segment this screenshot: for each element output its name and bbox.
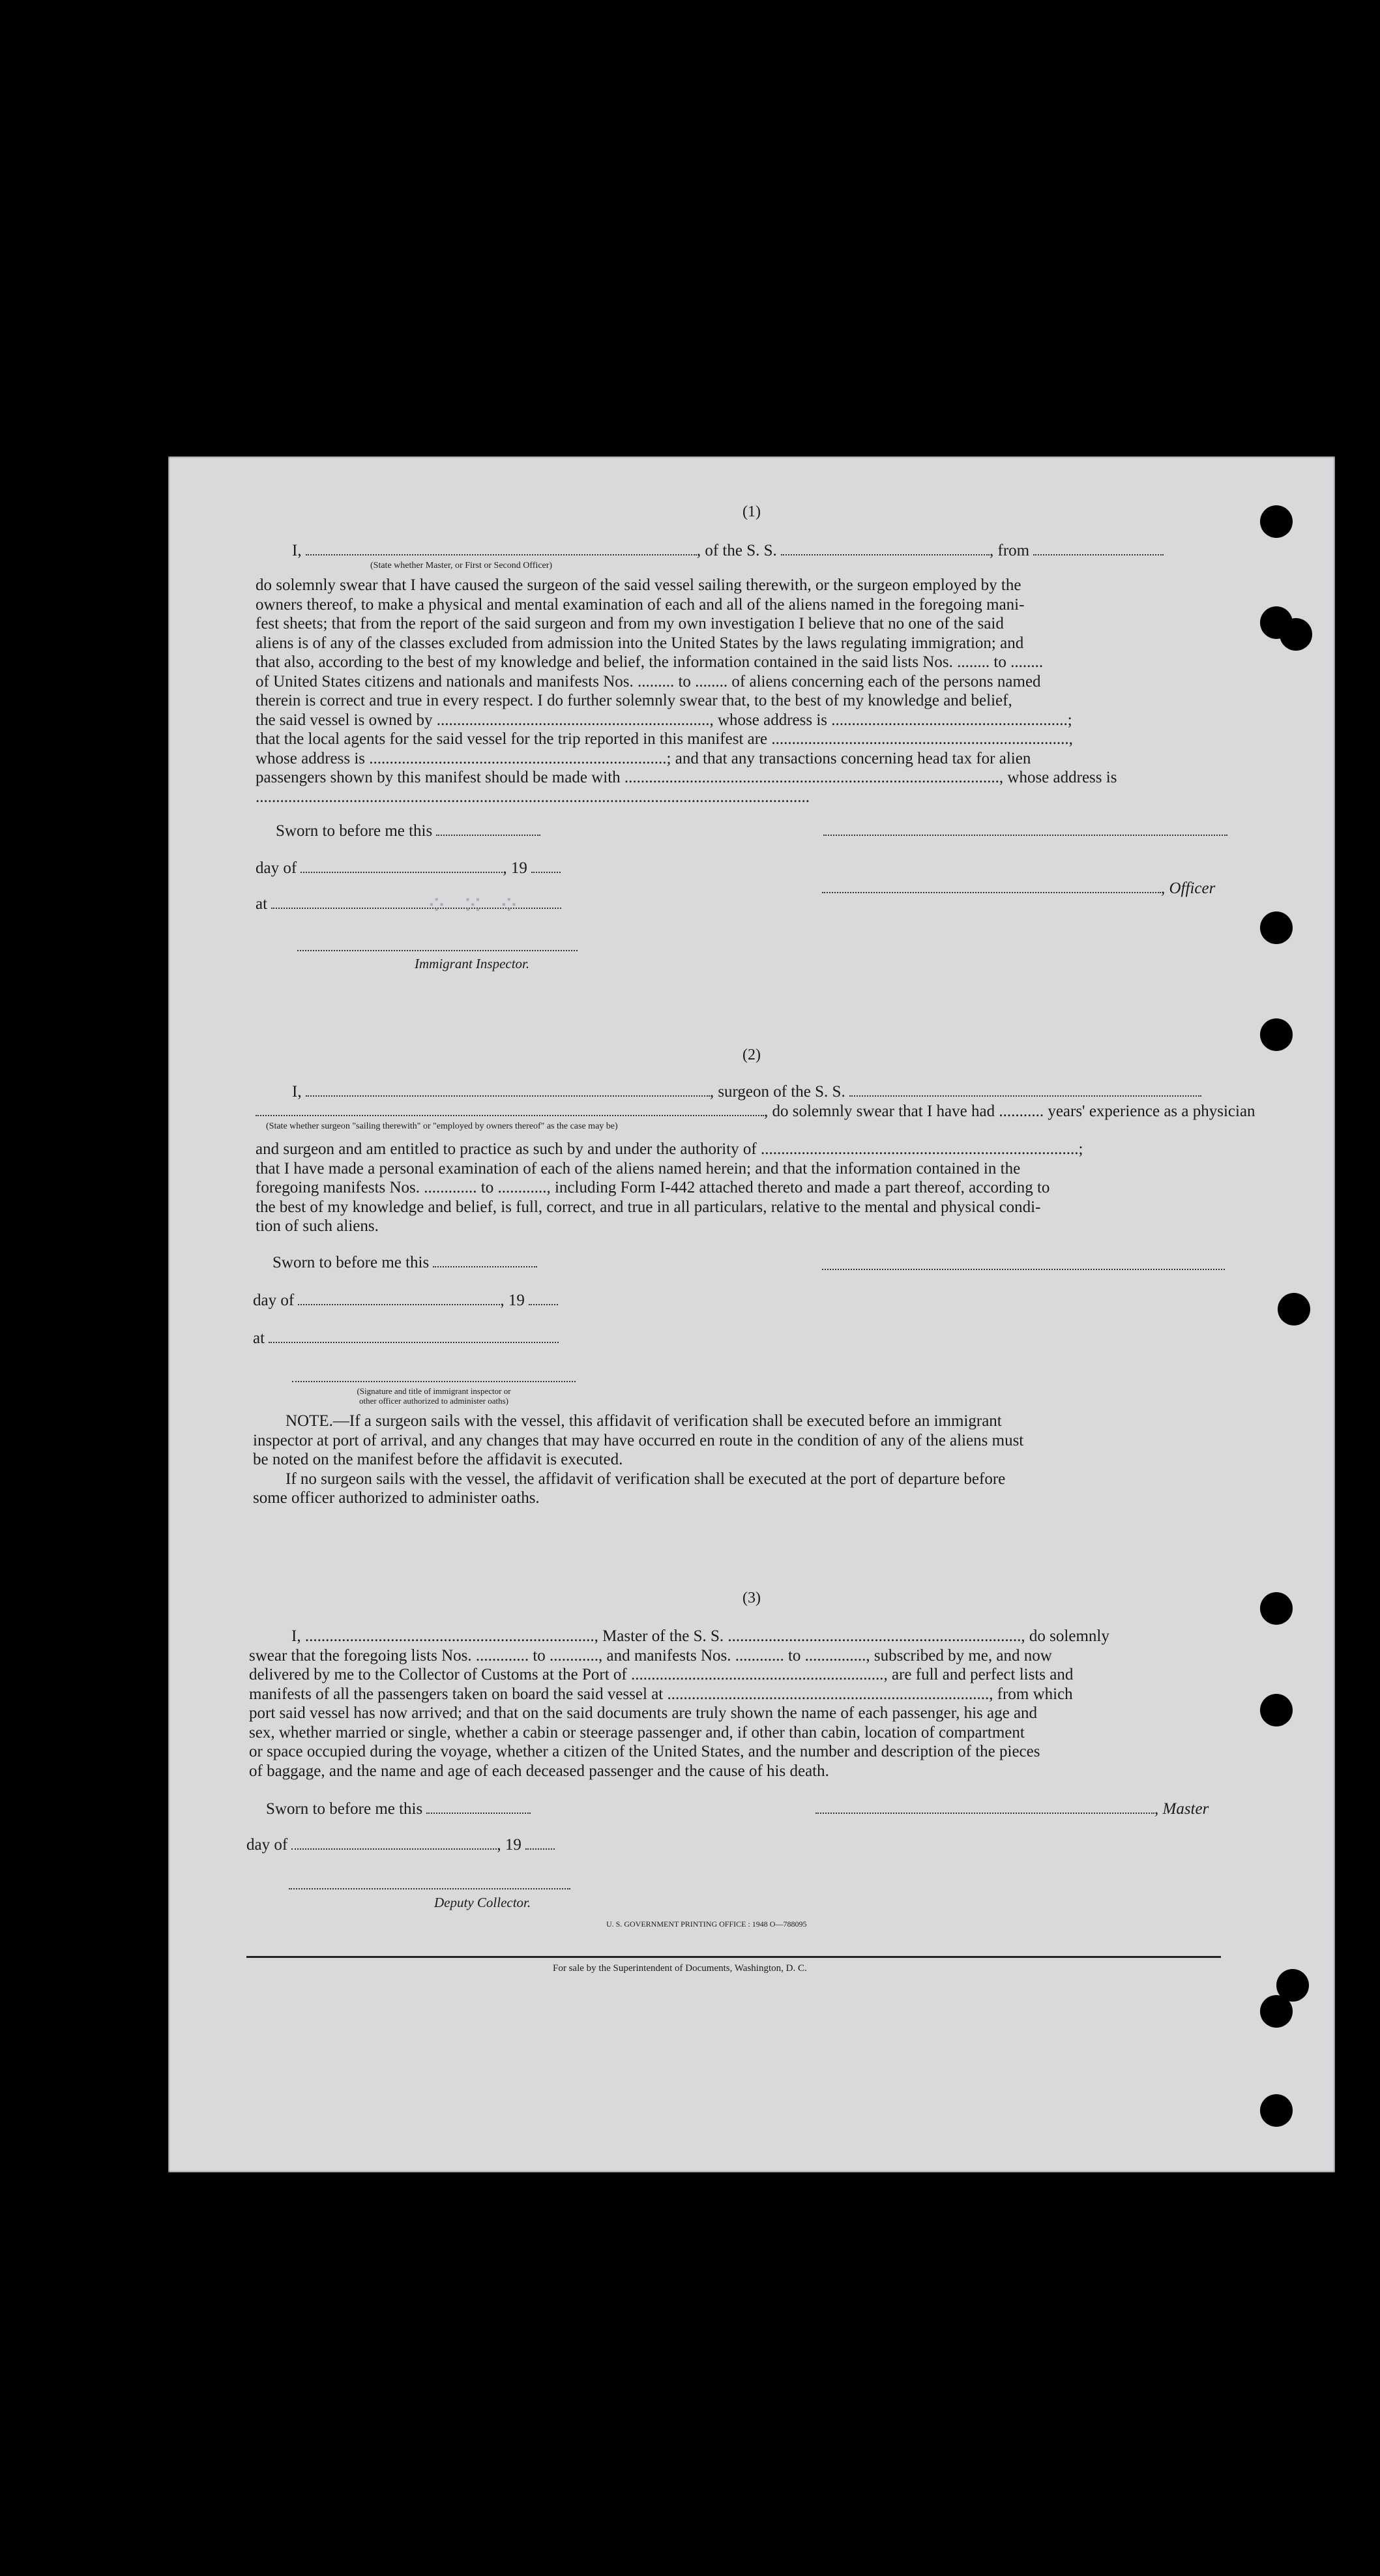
body-line: I, ......................................................................., Master of the S. S. ........................................................................, do solemnly <box>291 1627 1109 1645</box>
body-line: therein is correct and true in every respect. I do further solemnly swear that, to the best of my knowledge and belief, <box>256 692 1012 709</box>
note-line: If no surgeon sails with the vessel, the affidavit of verification shall be executed at the port of departure before <box>286 1470 1006 1488</box>
surgeon-ship-field[interactable] <box>849 1082 1201 1097</box>
day-of-field[interactable] <box>301 859 503 873</box>
body-line: sex, whether married or single, whether a cabin or steerage passenger and, if other than cabin, location of compartment <box>249 1723 1025 1741</box>
note-line: inspector at port of arrival, and any changes that may have occurred en route in the condition of any of the aliens must <box>253 1431 1024 1449</box>
sworn-line <box>266 1799 531 1819</box>
signature-note-line: (Signature and title of immigrant inspector or <box>357 1386 511 1396</box>
sworn-date-field[interactable] <box>426 1799 531 1814</box>
inspector-label: Immigrant Inspector. <box>415 956 530 971</box>
body-line: tion of such aliens. <box>256 1217 379 1235</box>
day-of-line <box>253 1291 558 1310</box>
printing-office-imprint: U. S. GOVERNMENT PRINTING OFFICE : 1948 O—788095 <box>606 1919 807 1929</box>
body-line: manifests of all the passengers taken on board the said vessel at ..............................................................................., from which <box>249 1685 1073 1703</box>
section-3-body <box>249 1627 1220 1781</box>
at-line <box>253 1329 559 1348</box>
day-of-label: day of <box>246 1836 288 1854</box>
from-label: , from <box>990 542 1030 559</box>
day-of-line <box>246 1835 555 1855</box>
year-field[interactable] <box>531 859 561 873</box>
section-2-body <box>256 1140 1227 1236</box>
for-sale-imprint: For sale by the Superintendent of Documents, Washington, D. C. <box>553 1963 807 1974</box>
body-line: that also, according to the best of my knowledge and belief, the information contained in the said lists Nos. ........ to ........ <box>256 653 1044 671</box>
body-line: delivered by me to the Collector of Customs at the Port of .............................................................., are full and perfect lists and <box>249 1666 1074 1683</box>
sworn-label: Sworn to before me this <box>266 1800 423 1818</box>
officer-signature-line[interactable] <box>823 835 1227 836</box>
faded-stamp: ⁘ ⁙ ⁘ <box>426 891 524 920</box>
officer-label: , Officer <box>1161 880 1216 897</box>
section-1-line-1 <box>292 541 1164 561</box>
year-label: , 19 <box>503 859 527 877</box>
body-line: owners thereof, to make a physical and mental examination of each and all of the aliens named in the foregoing mani- <box>256 595 1025 614</box>
section-2-number: (2) <box>742 1046 761 1063</box>
day-of-field[interactable] <box>291 1835 497 1850</box>
year-field[interactable] <box>525 1835 555 1850</box>
master-line <box>815 1799 1209 1819</box>
inspector-signature-line[interactable] <box>297 950 578 951</box>
punch-hole <box>1278 1293 1310 1325</box>
note-paragraph <box>253 1412 1224 1508</box>
deputy-signature-line[interactable] <box>289 1888 570 1889</box>
body-line: port said vessel has now arrived; and that on the said documents are truly shown the name of each passenger, his age and <box>249 1704 1038 1722</box>
surgeon-of-label: , surgeon of the S. S. <box>709 1083 845 1101</box>
surgeon-name-field[interactable] <box>306 1082 710 1097</box>
body-line: foregoing manifests Nos. ............. to ............, including Form I-442 attached thereto and made a part thereof, according to <box>256 1179 1050 1196</box>
body-line: that the local agents for the said vessel for the trip reported in this manifest are ........................................................................., <box>256 730 1073 748</box>
body-line: or space occupied during the voyage, whether a citizen of the United States, and the number and description of the pieces <box>249 1743 1040 1760</box>
officer-title-field[interactable] <box>822 879 1161 893</box>
signature-note <box>292 1386 576 1406</box>
sworn-line <box>276 822 540 841</box>
sworn-date-field[interactable] <box>436 822 540 836</box>
year-label: , 19 <box>497 1836 521 1854</box>
note-line: some officer authorized to administer oaths. <box>253 1489 540 1507</box>
at-label: at <box>256 895 268 913</box>
section-1-number: (1) <box>742 503 761 520</box>
body-line: whose address is .........................................................................; and that any transactions concerning head tax for alien <box>256 749 1031 767</box>
body-line: and surgeon and am entitled to practice as such by and under the authority of ..............................................................................; <box>256 1140 1083 1158</box>
officer-line <box>822 879 1215 898</box>
body-line: the said vessel is owned by ..................................................................., whose address is ..........................................................; <box>256 711 1072 729</box>
surgeon-signature-line[interactable] <box>822 1269 1225 1270</box>
day-of-label: day of <box>253 1292 295 1309</box>
sworn-label: Sworn to before me this <box>276 822 433 840</box>
body-line: the best of my knowledge and belief, is full, correct, and true in all particulars, relative to the mental and physical condi- <box>256 1198 1041 1216</box>
punch-hole <box>1260 1995 1293 2028</box>
of-ss-label: , of the S. S. <box>696 542 777 559</box>
body-line: fest sheets; that from the report of the said surgeon and from my own investigation I believe that no one of the said <box>256 615 1004 632</box>
section-1-body <box>256 576 1227 807</box>
officer-rank-note: (State whether Master, or First or Second Officer) <box>370 561 553 570</box>
body-line: ........................................................................................................................................ <box>256 788 810 806</box>
sworn-line <box>272 1253 537 1273</box>
from-port-field[interactable] <box>1033 541 1164 555</box>
punch-hole <box>1280 618 1312 651</box>
punch-hole <box>1260 2094 1293 2127</box>
inspector-signature-line[interactable] <box>292 1381 576 1382</box>
day-of-field[interactable] <box>298 1291 500 1305</box>
footer-rule <box>246 1956 1221 1958</box>
document-page <box>168 456 1335 2172</box>
punch-hole <box>1260 1694 1293 1726</box>
signature-note-line: other officer authorized to administer oaths) <box>359 1396 508 1406</box>
i-label: I, <box>292 542 302 559</box>
sworn-label: Sworn to before me this <box>272 1254 430 1271</box>
section-2-line-2 <box>256 1102 1255 1121</box>
day-of-line <box>256 859 561 878</box>
officer-name-field[interactable] <box>306 541 697 555</box>
punch-hole <box>1260 911 1293 944</box>
body-line: swear that the foregoing lists Nos. ............. to ............, and manifests Nos. ............ to ..............., subscribed by me, and now <box>249 1646 1052 1665</box>
deputy-label: Deputy Collector. <box>434 1895 531 1910</box>
year-field[interactable] <box>529 1291 558 1305</box>
master-signature-field[interactable] <box>815 1799 1154 1814</box>
master-label: , Master <box>1154 1800 1209 1818</box>
body-line: of baggage, and the name and age of each deceased passenger and the cause of his death. <box>249 1762 829 1780</box>
body-line: that I have made a personal examination of each of the aliens named herein; and that the information contained in the <box>256 1159 1021 1177</box>
section-3-number: (3) <box>742 1590 761 1606</box>
note-line: be noted on the manifest before the affidavit is executed. <box>253 1451 623 1468</box>
year-label: , 19 <box>500 1292 525 1309</box>
body-line: aliens is of any of the classes excluded from admission into the United States by the laws regulating immigration; and <box>256 634 1024 652</box>
body-line: of United States citizens and nationals and manifests Nos. ......... to ........ of aliens concerning each of the persons named <box>256 672 1041 690</box>
at-field[interactable] <box>269 1329 559 1343</box>
surgeon-status-field[interactable] <box>256 1102 764 1116</box>
years-experience-text: , do solemnly swear that I have had ........... years' experience as a physician <box>764 1103 1255 1120</box>
ship-name-field[interactable] <box>781 541 990 555</box>
day-of-label: day of <box>256 859 297 877</box>
at-label: at <box>253 1329 265 1347</box>
note-line: NOTE.—If a surgeon sails with the vessel, this affidavit of verification shall be executed before an immigrant <box>286 1412 1002 1430</box>
section-2-line-1 <box>292 1082 1201 1102</box>
body-line: do solemnly swear that I have caused the surgeon of the said vessel sailing therewith, or the surgeon employed by the <box>256 576 1021 594</box>
body-line: passengers shown by this manifest should be made with ............................................................................................, whose address is <box>256 769 1117 786</box>
sworn-date-field[interactable] <box>433 1253 537 1267</box>
i-label: I, <box>292 1083 302 1101</box>
surgeon-status-note: (State whether surgeon "sailing therewith" or "employed by owners thereof" as the case may be) <box>266 1121 618 1131</box>
